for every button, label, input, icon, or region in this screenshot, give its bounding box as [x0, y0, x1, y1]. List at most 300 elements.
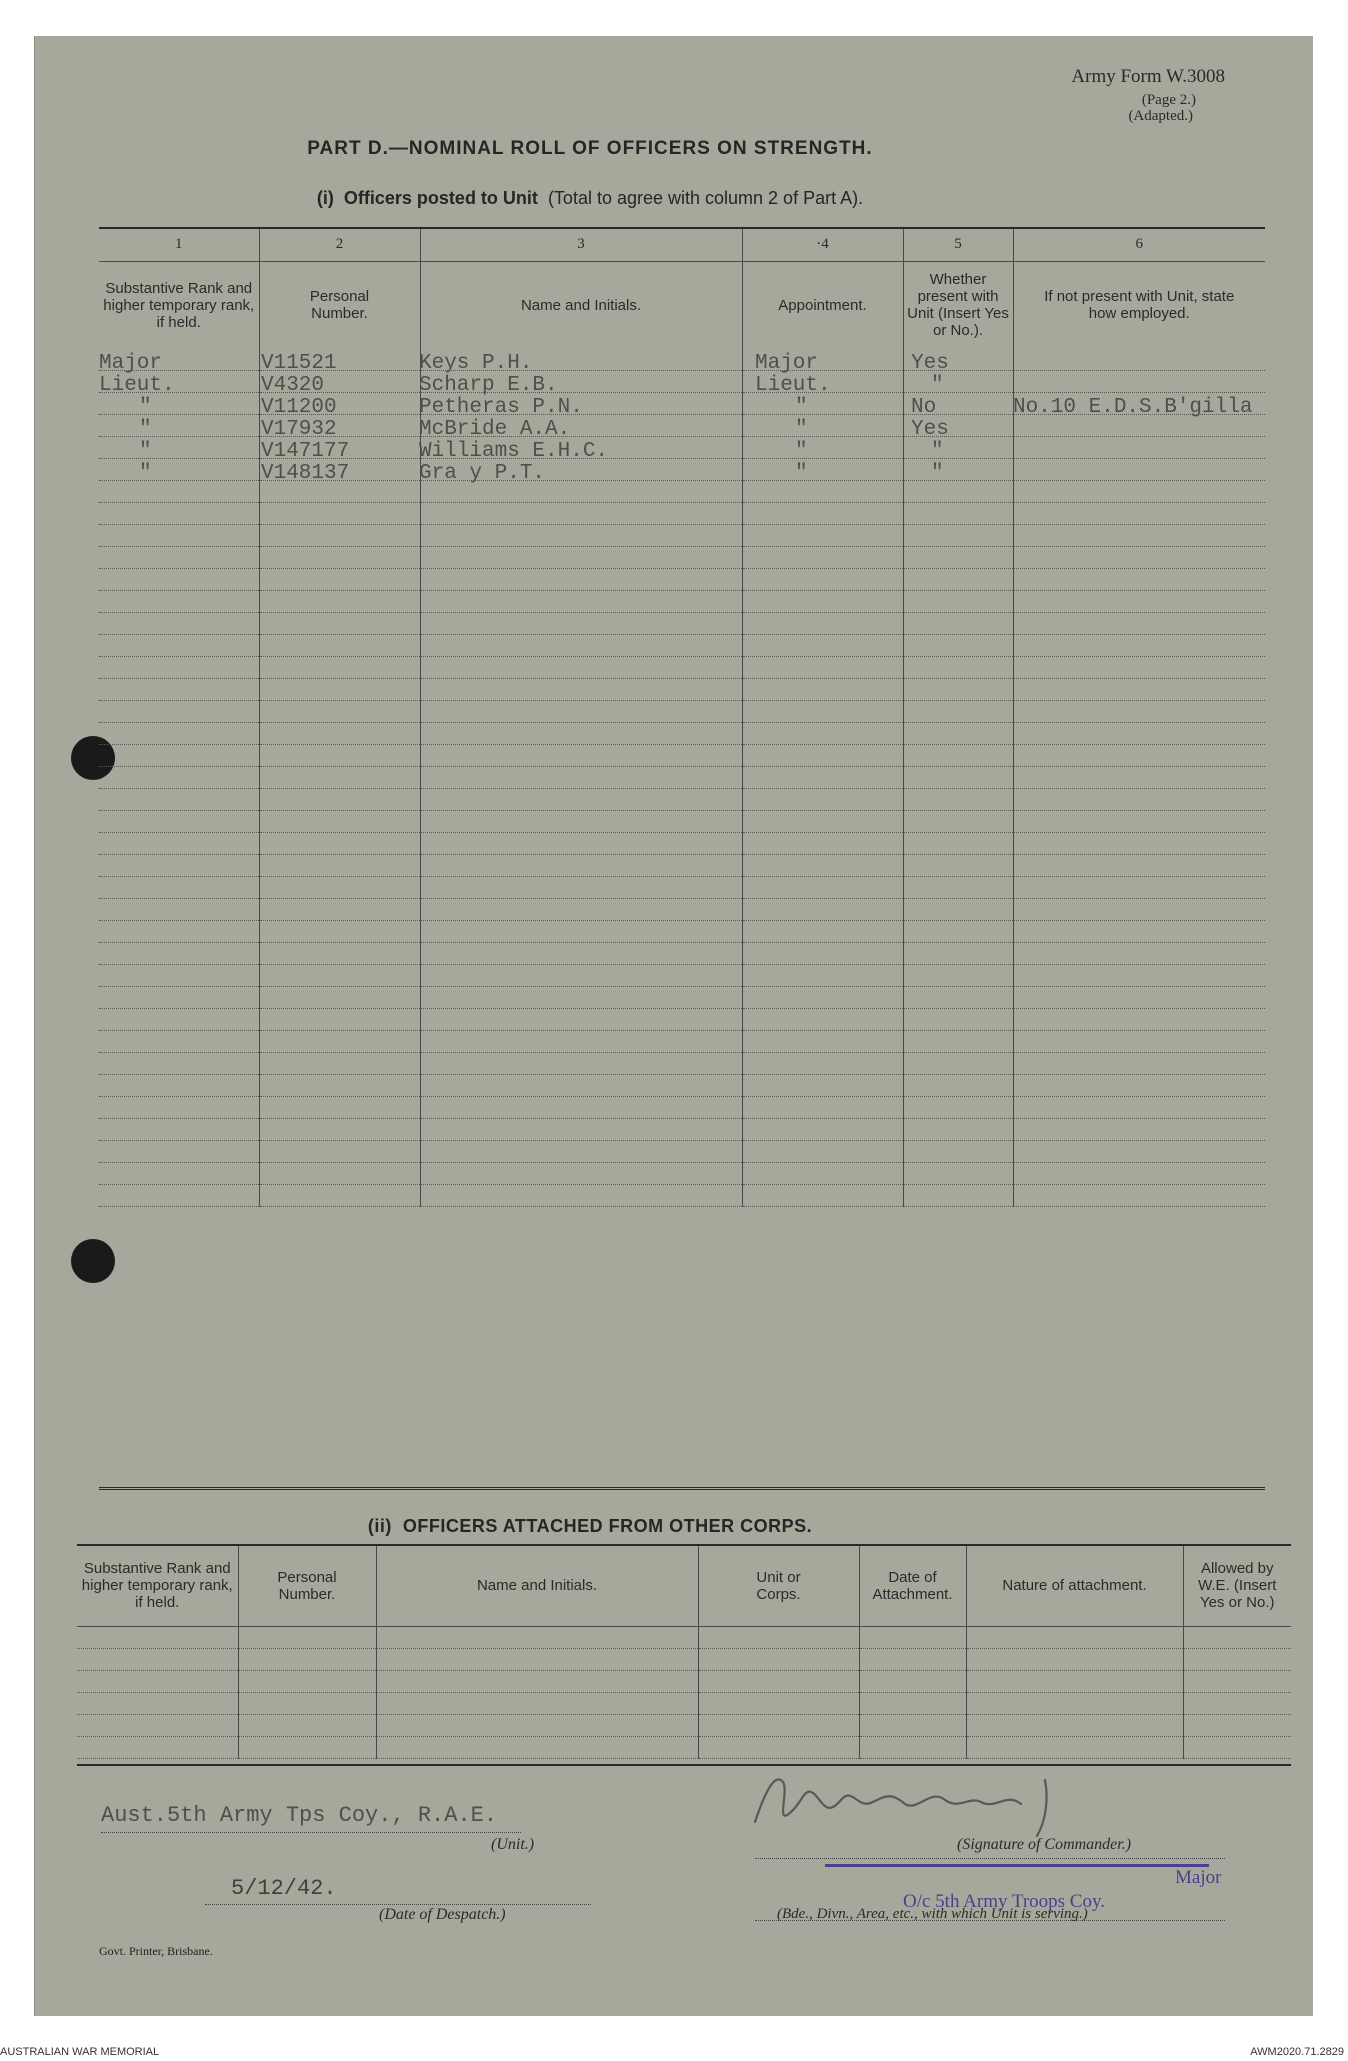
section-i-prefix: (i) [316, 188, 334, 208]
ruled-cell [742, 943, 903, 965]
ruled-cell [420, 591, 742, 613]
typed-number: V4320 [261, 374, 325, 397]
typed-appointment: Lieut. [755, 374, 831, 397]
ruled-cell [742, 855, 903, 877]
officers-attached-table [77, 1546, 1291, 1759]
typed-present: Yes [911, 352, 949, 375]
t2-header-date: Date of Attachment. [859, 1546, 966, 1626]
table1-bottom-rule [99, 1487, 1265, 1490]
ruled-cell [99, 789, 259, 811]
ruled-cell [420, 855, 742, 877]
ruled-row [77, 1714, 1291, 1736]
ruled-cell [742, 965, 903, 987]
ruled-cell [99, 833, 259, 855]
ruled-cell [420, 811, 742, 833]
ruled-cell [903, 1141, 1013, 1163]
ruled-row [99, 635, 1265, 657]
ruled-cell [99, 701, 259, 723]
ruled-cell [420, 1185, 742, 1207]
ruled-cell [420, 877, 742, 899]
page-title: PART D.—NOMINAL ROLL OF OFFICERS ON STRENGTH. [307, 138, 873, 159]
ruled-cell [238, 1736, 376, 1758]
ruled-row [99, 1119, 1265, 1141]
ruled-row [99, 591, 1265, 613]
typed-rank: Lieut. [99, 374, 175, 397]
ruled-cell [99, 525, 259, 547]
ruled-cell [1013, 811, 1265, 833]
ruled-row [99, 679, 1265, 701]
ruled-cell [259, 1053, 420, 1075]
header-appointment: Appointment. [742, 261, 903, 349]
ruled-cell [1013, 679, 1265, 701]
ruled-cell [903, 899, 1013, 921]
section-ii-heading [35, 1516, 1145, 1537]
ruled-row [99, 547, 1265, 569]
ruled-cell [259, 1119, 420, 1141]
ruled-row [99, 811, 1265, 833]
ruled-cell [903, 547, 1013, 569]
ruled-cell [99, 437, 259, 459]
ruled-cell [859, 1648, 966, 1670]
ruled-cell [420, 921, 742, 943]
ruled-cell [1013, 349, 1265, 371]
ruled-cell [259, 833, 420, 855]
ruled-row [99, 899, 1265, 921]
ruled-cell [903, 723, 1013, 745]
ruled-cell [259, 613, 420, 635]
ruled-row [99, 701, 1265, 723]
ruled-cell [99, 965, 259, 987]
ruled-cell [376, 1626, 698, 1648]
ruled-cell [742, 569, 903, 591]
ruled-cell [1013, 767, 1265, 789]
ruled-cell [259, 1075, 420, 1097]
ruled-cell [259, 855, 420, 877]
ruled-cell [903, 1075, 1013, 1097]
ruled-cell [420, 569, 742, 591]
ruled-cell [259, 899, 420, 921]
ruled-cell [1013, 1185, 1265, 1207]
ruled-cell [903, 877, 1013, 899]
ruled-row [77, 1648, 1291, 1670]
ruled-cell [259, 525, 420, 547]
ruled-cell [966, 1714, 1183, 1736]
unit-value: Aust.5th Army Tps Coy., R.A.E. [101, 1803, 498, 1828]
ruled-cell [420, 701, 742, 723]
ruled-cell [99, 987, 259, 1009]
ruled-cell [77, 1714, 238, 1736]
ruled-cell [77, 1670, 238, 1692]
ruled-cell [742, 987, 903, 1009]
ruled-cell [99, 1053, 259, 1075]
ruled-cell [99, 1031, 259, 1053]
ruled-cell [1013, 1053, 1265, 1075]
typed-appointment: " [795, 418, 808, 441]
ruled-cell [742, 1097, 903, 1119]
ruled-cell [99, 415, 259, 437]
ruled-cell [903, 1031, 1013, 1053]
ruled-cell [742, 701, 903, 723]
ruled-cell [420, 965, 742, 987]
ruled-cell [99, 459, 259, 481]
ruled-cell [376, 1714, 698, 1736]
ruled-cell [742, 767, 903, 789]
ruled-cell [99, 591, 259, 613]
ruled-cell [903, 613, 1013, 635]
ruled-cell [903, 833, 1013, 855]
typed-employed: No.10 E.D.S.B'gilla [1013, 396, 1253, 419]
ruled-cell [1013, 547, 1265, 569]
ruled-cell [99, 811, 259, 833]
ruled-cell [742, 525, 903, 547]
ruled-cell [259, 965, 420, 987]
ruled-row [99, 1185, 1265, 1207]
archive-label: AUSTRALIAN WAR MEMORIAL [0, 2046, 160, 2058]
unit-caption: (Unit.) [491, 1836, 535, 1853]
ruled-cell [903, 481, 1013, 503]
ruled-cell [99, 855, 259, 877]
section-ii-prefix: (ii) [367, 1516, 392, 1536]
ruled-cell [966, 1692, 1183, 1714]
typed-rank: Major [99, 352, 163, 375]
ruled-cell [742, 613, 903, 635]
ruled-row [99, 723, 1265, 745]
ruled-cell [420, 1009, 742, 1031]
ruled-cell [1013, 899, 1265, 921]
ruled-cell [420, 657, 742, 679]
ruled-cell [742, 1075, 903, 1097]
ruled-cell [99, 921, 259, 943]
ruled-cell [259, 503, 420, 525]
ruled-row [99, 1097, 1265, 1119]
ruled-cell [742, 1185, 903, 1207]
ruled-cell [420, 547, 742, 569]
ruled-cell [903, 965, 1013, 987]
ruled-cell [1013, 987, 1265, 1009]
typed-number: V148137 [261, 462, 350, 485]
header-present: Whether present with Unit (Insert Yes or No.). [903, 261, 1013, 349]
commander-signature [745, 1752, 1165, 1842]
ruled-cell [1013, 1009, 1265, 1031]
ruled-cell [99, 943, 259, 965]
signature-rank: Major [1175, 1867, 1222, 1888]
ruled-cell [698, 1626, 859, 1648]
ruled-cell [742, 547, 903, 569]
ruled-cell [742, 437, 903, 459]
ruled-cell [1013, 921, 1265, 943]
ruled-cell [1013, 657, 1265, 679]
column-number: 1 [99, 229, 259, 261]
typed-number: V17932 [261, 418, 337, 441]
typed-name: Scharp E.B. [419, 374, 558, 397]
ruled-cell [903, 1119, 1013, 1141]
t2-header-allowed: Allowed by W.E. (Insert Yes or No.) [1198, 1560, 1277, 1612]
ruled-row [99, 525, 1265, 547]
header-employed: If not present with Unit, state how employed. [1044, 288, 1235, 323]
ruled-cell [742, 789, 903, 811]
ruled-cell [903, 921, 1013, 943]
ruled-row [99, 965, 1265, 987]
date-caption: (Date of Despatch.) [379, 1906, 506, 1923]
ruled-cell [1183, 1692, 1291, 1714]
typed-rank: " [139, 462, 152, 485]
column-number: 6 [1135, 236, 1143, 253]
ruled-cell [903, 525, 1013, 547]
ruled-cell [420, 833, 742, 855]
ruled-cell [77, 1736, 238, 1758]
ruled-cell [742, 877, 903, 899]
page-number: (Page 2.) [1141, 92, 1196, 108]
ruled-row [99, 789, 1265, 811]
ruled-cell [259, 921, 420, 943]
ruled-row [99, 1075, 1265, 1097]
ruled-cell [259, 1009, 420, 1031]
ruled-cell [742, 899, 903, 921]
table2-body [77, 1626, 1291, 1758]
formation-caption: (Bde., Divn., Area, etc., with which Unit is serving.) [777, 1906, 1088, 1922]
typed-name: McBride A.A. [419, 418, 571, 441]
section-i-note: (Total to agree with column 2 of Part A). [547, 188, 864, 208]
ruled-cell [742, 833, 903, 855]
ruled-cell [1013, 503, 1265, 525]
ruled-cell [903, 679, 1013, 701]
ruled-cell [903, 1009, 1013, 1031]
ruled-cell [742, 657, 903, 679]
ruled-cell [742, 1009, 903, 1031]
ruled-cell [742, 591, 903, 613]
column-number: 2 [259, 229, 420, 261]
ruled-cell [1183, 1648, 1291, 1670]
typed-appointment: Major [755, 352, 819, 375]
t2-header-nature: Nature of attachment. [966, 1546, 1183, 1626]
typed-present: " [931, 374, 944, 397]
typed-number: V11200 [261, 396, 337, 419]
ruled-cell [99, 1119, 259, 1141]
ruled-cell [376, 1692, 698, 1714]
ruled-cell [903, 987, 1013, 1009]
ruled-row [99, 1141, 1265, 1163]
ruled-row [99, 503, 1265, 525]
ruled-cell [420, 1053, 742, 1075]
ruled-cell [259, 635, 420, 657]
ruled-cell [859, 1714, 966, 1736]
ruled-cell [420, 987, 742, 1009]
header-rank: Substantive Rank and higher temporary rank, if held. [99, 261, 259, 349]
ruled-cell [742, 1119, 903, 1141]
ruled-cell [742, 811, 903, 833]
header-personal-number: Personal Number. [259, 261, 420, 349]
ruled-cell [99, 1185, 259, 1207]
ruled-cell [742, 1163, 903, 1185]
typed-number: V11521 [261, 352, 337, 375]
ruled-cell [238, 1692, 376, 1714]
typed-present: Yes [911, 418, 949, 441]
ruled-cell [420, 503, 742, 525]
ruled-cell [99, 1163, 259, 1185]
ruled-row [99, 1009, 1265, 1031]
ruled-cell [376, 1670, 698, 1692]
ruled-cell [1183, 1626, 1291, 1648]
ruled-cell [1013, 943, 1265, 965]
ruled-cell [1013, 855, 1265, 877]
ruled-row [77, 1670, 1291, 1692]
ruled-cell [420, 1097, 742, 1119]
ruled-row [99, 833, 1265, 855]
ruled-cell [742, 503, 903, 525]
ruled-row [99, 657, 1265, 679]
ruled-cell [742, 1031, 903, 1053]
typed-name: Williams E.H.C. [419, 440, 609, 463]
ruled-cell [1013, 459, 1265, 481]
ruled-cell [259, 701, 420, 723]
t2-header-name: Name and Initials. [376, 1546, 698, 1626]
ruled-cell [966, 1670, 1183, 1692]
ruled-cell [1013, 1163, 1265, 1185]
ruled-cell [259, 569, 420, 591]
ruled-cell [1013, 437, 1265, 459]
ruled-cell [259, 657, 420, 679]
ruled-cell [1013, 635, 1265, 657]
adapted-note: (Adapted.) [1128, 108, 1193, 124]
ruled-cell [77, 1692, 238, 1714]
ruled-cell [903, 767, 1013, 789]
ruled-cell [859, 1692, 966, 1714]
ruled-row [99, 1031, 1265, 1053]
ruled-cell [259, 811, 420, 833]
ruled-cell [903, 1053, 1013, 1075]
ruled-cell [99, 877, 259, 899]
ruled-cell [1013, 613, 1265, 635]
ruled-cell [259, 1031, 420, 1053]
ruled-cell [698, 1714, 859, 1736]
ruled-cell [99, 613, 259, 635]
ruled-row [99, 987, 1265, 1009]
ruled-cell [420, 1163, 742, 1185]
ruled-cell [1013, 591, 1265, 613]
signature-caption: (Signature of Commander.) [957, 1836, 1132, 1853]
typed-present: " [931, 462, 944, 485]
ruled-cell [698, 1670, 859, 1692]
ruled-cell [1013, 1075, 1265, 1097]
ruled-cell [903, 1185, 1013, 1207]
ruled-cell [1013, 525, 1265, 547]
ruled-cell [99, 569, 259, 591]
section-i-heading [35, 188, 1145, 209]
ruled-cell [903, 591, 1013, 613]
ruled-cell [420, 723, 742, 745]
ruled-cell [99, 481, 259, 503]
typed-present: " [931, 440, 944, 463]
ruled-cell [259, 1097, 420, 1119]
ruled-cell [1013, 1031, 1265, 1053]
form-number: Army Form W.3008 [1071, 66, 1225, 87]
ruled-cell [859, 1670, 966, 1692]
date-value: 5/12/42. [231, 1876, 337, 1901]
ruled-cell [238, 1670, 376, 1692]
column-number-row [99, 229, 1265, 261]
ruled-cell [420, 679, 742, 701]
ruled-cell [903, 789, 1013, 811]
stamp-rule [825, 1864, 1209, 1867]
ruled-row [99, 767, 1265, 789]
ruled-row [99, 569, 1265, 591]
ruled-cell [259, 1185, 420, 1207]
ruled-cell [259, 877, 420, 899]
ruled-cell [420, 767, 742, 789]
ruled-cell [903, 701, 1013, 723]
ruled-cell [742, 679, 903, 701]
ruled-cell [259, 1163, 420, 1185]
ruled-cell [1013, 833, 1265, 855]
typed-present: No [911, 396, 937, 419]
ruled-cell [376, 1736, 698, 1758]
ruled-cell [1013, 745, 1265, 767]
ruled-cell [259, 987, 420, 1009]
ruled-cell [742, 1141, 903, 1163]
ruled-cell [259, 1141, 420, 1163]
column-number: ·4 [742, 229, 903, 261]
ruled-cell [903, 943, 1013, 965]
t2-header-unit: Unit or Corps. [698, 1546, 859, 1626]
column-number: 5 [903, 229, 1013, 261]
ruled-cell [698, 1692, 859, 1714]
ruled-cell [259, 723, 420, 745]
ruled-cell [420, 1031, 742, 1053]
printer-imprint: Govt. Printer, Brisbane. [99, 1944, 213, 1958]
typed-name: Gra y P.T. [419, 462, 546, 485]
typed-rank: " [139, 440, 152, 463]
ruled-cell [1013, 723, 1265, 745]
ruled-cell [742, 635, 903, 657]
ruled-cell [742, 459, 903, 481]
ruled-cell [99, 1075, 259, 1097]
ruled-row [99, 613, 1265, 635]
ruled-cell [238, 1626, 376, 1648]
punch-hole-lower [71, 1239, 115, 1283]
ruled-row [99, 745, 1265, 767]
ruled-cell [99, 723, 259, 745]
ruled-cell [903, 657, 1013, 679]
section-ii-title: OFFICERS ATTACHED FROM OTHER CORPS. [402, 1516, 813, 1536]
ruled-cell [1013, 965, 1265, 987]
ruled-cell [420, 1075, 742, 1097]
ruled-cell [99, 745, 259, 767]
ruled-cell [1183, 1714, 1291, 1736]
ruled-cell [903, 745, 1013, 767]
ruled-row [99, 877, 1265, 899]
header-name: Name and Initials. [420, 261, 742, 349]
ruled-cell [903, 855, 1013, 877]
typed-rank: " [139, 396, 152, 419]
ruled-cell [420, 613, 742, 635]
ruled-cell [966, 1626, 1183, 1648]
ruled-cell [859, 1626, 966, 1648]
ruled-cell [698, 1648, 859, 1670]
ruled-cell [420, 745, 742, 767]
ruled-cell [77, 1648, 238, 1670]
ruled-cell [238, 1648, 376, 1670]
ruled-cell [420, 635, 742, 657]
typed-appointment: " [795, 396, 808, 419]
ruled-cell [259, 745, 420, 767]
ruled-cell [1013, 1097, 1265, 1119]
ruled-cell [1013, 1141, 1265, 1163]
ruled-cell [420, 789, 742, 811]
ruled-cell [420, 1141, 742, 1163]
ruled-cell [903, 503, 1013, 525]
ruled-cell [99, 1097, 259, 1119]
ruled-cell [99, 503, 259, 525]
